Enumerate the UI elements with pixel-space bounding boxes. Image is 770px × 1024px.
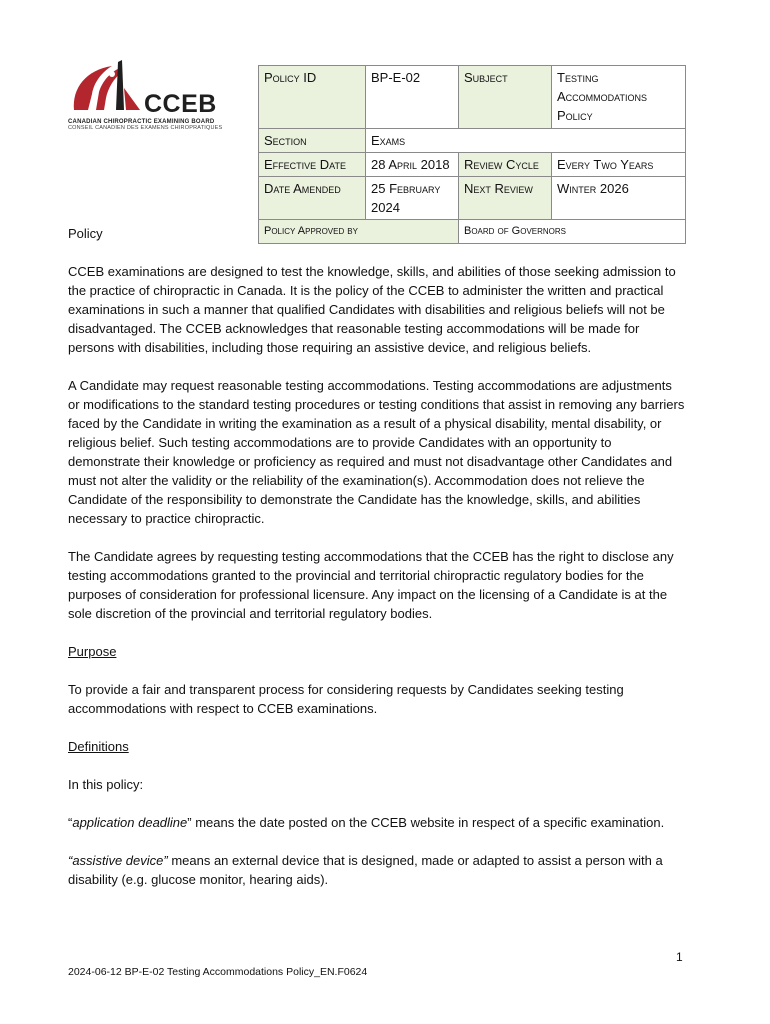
next-review-value: Winter 2026 (552, 177, 686, 220)
policy-metadata-table (258, 65, 686, 244)
policy-side-label: Policy (68, 226, 103, 241)
policy-body (68, 262, 686, 908)
logo-english-name: CANADIAN CHIROPRACTIC EXAMINING BOARD (68, 119, 215, 125)
approved-by-value: Board of Governors (459, 220, 686, 244)
section-value: Exams (366, 129, 686, 153)
disclosure-paragraph: The Candidate agrees by requesting testing accommodations that the CCEB has the right to disclose any testing accommodations granted to the provincial and territorial chiropractic regulatory bodies for the purposes of consideration for professional licensure. Any impact on the licensing of a Candidate is at the sole discretion of the provincial and territorial regulatory bodies. (68, 549, 674, 621)
purpose-paragraph: To provide a fair and transparent process for considering requests by Candidates seeking testing accommodations with respect to CCEB examinations. (68, 682, 624, 716)
page-number: 1 (676, 950, 683, 964)
intro-paragraph: CCEB examinations are designed to test the knowledge, skills, and abilities of those seeking admission to the practice of chiropractic in Canada. It is the policy of the CCEB to administer the written and practical examinations in such a manner that qualified Candidates with disabilities and religious beliefs will not be disadvantaged. The CCEB acknowledges that reasonable testing accommodations will be made for persons with disabilities, including those requiring an assistive device, and religious beliefs. (68, 264, 676, 355)
review-cycle-value: Every Two Years (552, 153, 686, 177)
definition-application-deadline (68, 813, 686, 832)
effective-date-label: Effective Date (259, 153, 366, 177)
date-amended-label: Date Amended (259, 177, 366, 220)
definition-assistive-device (68, 851, 686, 889)
approved-by-label: Policy Approved by (259, 220, 459, 244)
definition-text: ” means the date posted on the CCEB website in respect of a specific examination. (187, 815, 665, 830)
next-review-label: Next Review (459, 177, 552, 220)
chiropractor-figure-icon (66, 58, 146, 118)
cceb-logo (64, 60, 244, 132)
definition-term: “assistive device” (68, 853, 168, 868)
policy-id-value: BP-E-02 (366, 66, 459, 129)
subject-value: Testing Accommodations Policy (552, 66, 686, 129)
definition-text: means an external device that is designed, made or adapted to assist a person with a disability (e.g. glucose monitor, hearing aids). (68, 853, 663, 887)
definition-term: application deadline (72, 815, 188, 830)
logo-wordmark: CCEB (144, 90, 217, 118)
definitions-intro: In this policy: (68, 777, 144, 792)
review-cycle-label: Review Cycle (459, 153, 552, 177)
effective-date-value: 28 April 2018 (366, 153, 459, 177)
section-label: Section (259, 129, 366, 153)
subject-label: Subject (459, 66, 552, 129)
open-quote: “ (68, 815, 73, 830)
accommodation-paragraph: A Candidate may request reasonable testing accommodations. Testing accommodations are adjustments or modifications to the standard testing procedures or testing conditions that assist in removing any barriers faced by the Candidate in writing the examination as a result of a physical disability, mental disability, or religious belief. Such testing accommodations are to provide Candidates with an opportunity to demonstrate their knowledge or proficiency as required and must not disadvantage other Candidates and must not alter the validity or the reliability of the examination(s). Accommodation does not relieve the Candidate of the responsibility to demonstrate the Candidate has the knowledge, skills, and abilities necessary to practice chiropractic. (68, 378, 685, 526)
logo-french-name: CONSEIL CANADIEN DES EXAMENS CHIROPRATIQUES (68, 125, 223, 131)
document-footer: 2024-06-12 BP-E-02 Testing Accommodations Policy_EN.F0624 (68, 966, 368, 978)
policy-id-label: Policy ID (259, 66, 366, 129)
date-amended-value: 25 February 2024 (366, 177, 459, 220)
definitions-heading: Definitions (68, 739, 129, 754)
purpose-heading: Purpose (68, 644, 117, 659)
